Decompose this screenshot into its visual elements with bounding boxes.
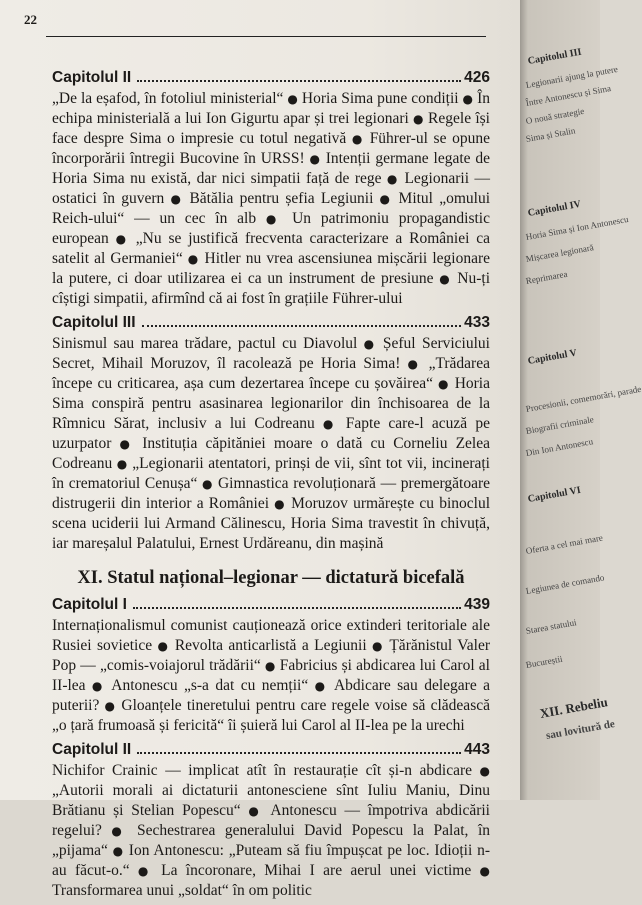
bullet-separator: ●: [85, 679, 112, 693]
facing-line: Starea statului: [525, 617, 578, 636]
bullet-separator: ●: [408, 112, 429, 126]
summary-item: Instituția căpităniei moare o dată cu Corneliu Zelea Codreanu: [52, 435, 490, 472]
bullet-separator: ●: [152, 639, 175, 653]
summary-item: În echipa ministerială a lui Ion Gigurtu apar și trei legionari: [52, 90, 491, 127]
header-rule: [46, 36, 486, 37]
bullet-separator: ●: [269, 497, 292, 511]
summary-item: Fapte care-l acuză pe uzurpator: [52, 415, 490, 452]
summary-item: Regele își face despre Sima o impresie cu totul negativă: [52, 110, 490, 147]
facing-heading: Capitolul III: [527, 46, 583, 67]
chapter-heading: [52, 68, 490, 88]
dot-leader: [142, 325, 462, 327]
facing-line: Horia Sima și Ion Antonescu: [525, 214, 630, 242]
summary-item: Abdicare sau delegare a puterii?: [52, 677, 490, 714]
summary-item: Nu-ți cîștigi simpatii, afirmînd că ai fost în grațiile Führer-ului: [52, 270, 490, 307]
bullet-separator: ●: [308, 679, 334, 693]
bullet-separator: ●: [472, 764, 490, 778]
facing-page: [520, 0, 642, 800]
summary-item: Antonescu — împotriva abdicării regelui?: [52, 802, 490, 839]
chapter-title: Capitolul II: [52, 69, 132, 86]
summary-item: Un patrimoniu propagandistic european: [52, 210, 490, 247]
bullet-separator: ●: [108, 232, 136, 246]
facing-section-title: XII. Rebeliu: [538, 694, 609, 721]
summary-item: Ion Antonescu: „Puteam să fiu împușcat pe loc. Idioții n-au făcut-o.“: [52, 842, 490, 879]
summary-item: „Legionarii atentatori, prinși de vii, sînt tot vii, incinerați în crematoriul Cenușa“: [52, 455, 490, 492]
summary-item: Legionarii — ostatici în guvern: [52, 170, 490, 207]
facing-line: Legionarii ajung la putere: [525, 63, 619, 90]
bullet-separator: ●: [260, 659, 280, 673]
bullet-separator: ●: [240, 804, 271, 818]
bullet-separator: ●: [112, 457, 133, 471]
bullet-separator: ●: [197, 477, 218, 491]
summary-item: Gimnastica revoluționară — premergătoare distrugerii din interior a României: [52, 475, 490, 512]
summary-item: Bătălia pentru șefia Legiunii: [189, 190, 374, 207]
summary-item: Moruzov urmărește cu binoclul scena uciderii lui Armand Călinescu, Horia Sima travestit în chivuță, iar mareșalul Palatului, Ernest Urdăreanu, din mașină: [52, 495, 490, 552]
summary-item: Antonescu „s-a dat cu nemții“: [111, 677, 309, 694]
summary-item: Fabricius și abdicarea lui Carol al II-lea: [52, 657, 490, 694]
bullet-separator: ●: [381, 172, 405, 186]
chapter-page-number: 433: [464, 314, 490, 331]
facing-line: O nouă strategie: [525, 105, 585, 126]
page-number: 22: [24, 12, 37, 27]
bullet-separator: ●: [182, 252, 205, 266]
summary-item: Sinismul sau marea trădare, pactul cu Diavolul: [52, 335, 358, 352]
chapter-summary: [52, 89, 490, 309]
bullet-separator: ●: [458, 92, 478, 106]
chapter-title: Capitolul III: [52, 314, 136, 331]
facing-line: Mișcarea legionară: [525, 242, 595, 264]
summary-item: Transformarea unui „soldat“ în om politic: [52, 882, 312, 899]
section-title: XI. Statul național–legionar — dictatură bicefală: [77, 568, 465, 588]
summary-item: „De la eșafod, în fotoliul ministerial“: [52, 90, 284, 107]
summary-item: Nichifor Crainic — implicat atît în restaurație cît și-n abdicare: [52, 762, 473, 779]
chapter-heading: [52, 740, 490, 760]
chapter-page-number: 443: [464, 741, 490, 758]
facing-heading: Capitolul VI: [527, 484, 582, 505]
summary-item: Șeful Serviciului Secret, Mihail Moruzov, îl racolează pe Horia Sima!: [52, 335, 490, 372]
bullet-separator: ●: [366, 639, 390, 653]
chapter-title: Capitolul II: [52, 741, 132, 758]
summary-item: Internaționalismul comunist cauționează orice extinderi teritoriale ale Rusiei sovietice: [52, 617, 490, 654]
bullet-separator: ●: [373, 192, 399, 206]
bullet-separator: ●: [164, 192, 190, 206]
chapter-heading: [52, 595, 490, 615]
summary-item: Hitler nu vrea ascensiunea mișcării legionare la putere, ci doar utilizarea ei ca un instrument de presiune: [52, 250, 491, 287]
summary-item: Sechestrarea generalului David Popescu la Palat, în „pijama“: [52, 822, 490, 859]
facing-heading: Capitolul IV: [527, 198, 582, 219]
facing-line: Oferta a cel mai mare: [525, 532, 604, 556]
bullet-separator: ●: [314, 417, 346, 431]
facing-line: Din Ion Antonescu: [525, 436, 594, 458]
bullet-separator: ●: [432, 377, 455, 391]
summary-item: Țărănistul Valer Pop — „comis-voiajorul trădării“: [52, 637, 491, 674]
chapter-summary: [52, 761, 490, 901]
bullet-separator: ●: [357, 337, 383, 351]
chapter-summary: [52, 334, 490, 554]
summary-item: „Autorii morali ai dictaturii antonesciene sînt Iuliu Maniu, Dinu Brătianu și Stelian Popescu“: [52, 782, 490, 819]
bullet-separator: ●: [129, 864, 162, 878]
bullet-separator: ●: [101, 824, 138, 838]
facing-line: Bucureștii: [525, 653, 564, 670]
summary-item: Revolta anticarlistă a Legiunii: [174, 637, 367, 654]
summary-item: Mitul „omului Reich-ului“ — un cec în alb: [52, 190, 490, 227]
chapter-page-number: 439: [464, 596, 490, 613]
summary-item: „Nu se justifică frecventa caracterizare a României ca satelit al Germaniei“: [52, 230, 490, 267]
summary-item: Horia Sima pune condiții: [301, 90, 459, 107]
dot-leader: [133, 607, 461, 609]
facing-line: Reprimarea: [525, 268, 569, 286]
summary-item: Intenții germane legate de Horia Sima nu există, dar nici simpatii față de rege: [52, 150, 491, 187]
bullet-separator: ●: [111, 437, 143, 451]
facing-line: Legiunea de comando: [525, 572, 606, 596]
summary-item: „Trădarea începe cu criticarea, așa cum dezertarea începe cu șovăirea“: [52, 355, 490, 392]
chapter-summary: [52, 616, 490, 736]
bullet-separator: ●: [283, 92, 302, 106]
facing-line: Între Antonescu și Sima: [525, 83, 612, 108]
dot-leader: [137, 752, 461, 754]
summary-item: Gloanțele tineretului pentru care regele voise să clădească „o țară frumoasă și fericită“ îi șuieră lui Carol al II-lea pe la urechi: [52, 697, 490, 734]
facing-line: Sima și Stalin: [525, 125, 577, 144]
chapter-page-number: 426: [464, 69, 490, 86]
bullet-separator: ●: [346, 132, 370, 146]
summary-item: La încoronare, Mihai I are aerul unei victime: [161, 862, 472, 879]
bullet-separator: ●: [99, 699, 122, 713]
chapter-title: Capitolul I: [52, 596, 127, 613]
summary-item: Horia Sima conspiră pentru asasinarea legionarilor din închisoarea de la Rîmnicu Sărat, inclusiv a lui Codreanu: [52, 375, 490, 432]
facing-heading: Capitolul V: [527, 347, 578, 367]
chapter-heading: [52, 313, 490, 333]
bullet-separator: ●: [433, 272, 458, 286]
summary-item: Führer-ul se opune încorporării întregii Bucovine în URSS!: [52, 130, 490, 167]
facing-line: Biografii criminale: [525, 414, 595, 436]
bullet-separator: ●: [107, 844, 129, 858]
bullet-separator: ●: [256, 212, 293, 226]
facing-section-subtitle: sau lovitură de: [545, 717, 616, 742]
bullet-separator: ●: [471, 864, 490, 878]
toc-content: [52, 66, 490, 905]
bullet-separator: ●: [400, 357, 429, 371]
dot-leader: [137, 80, 461, 82]
bullet-separator: ●: [304, 152, 326, 166]
facing-line: Procesionii, comemorări, parade: [525, 383, 642, 414]
